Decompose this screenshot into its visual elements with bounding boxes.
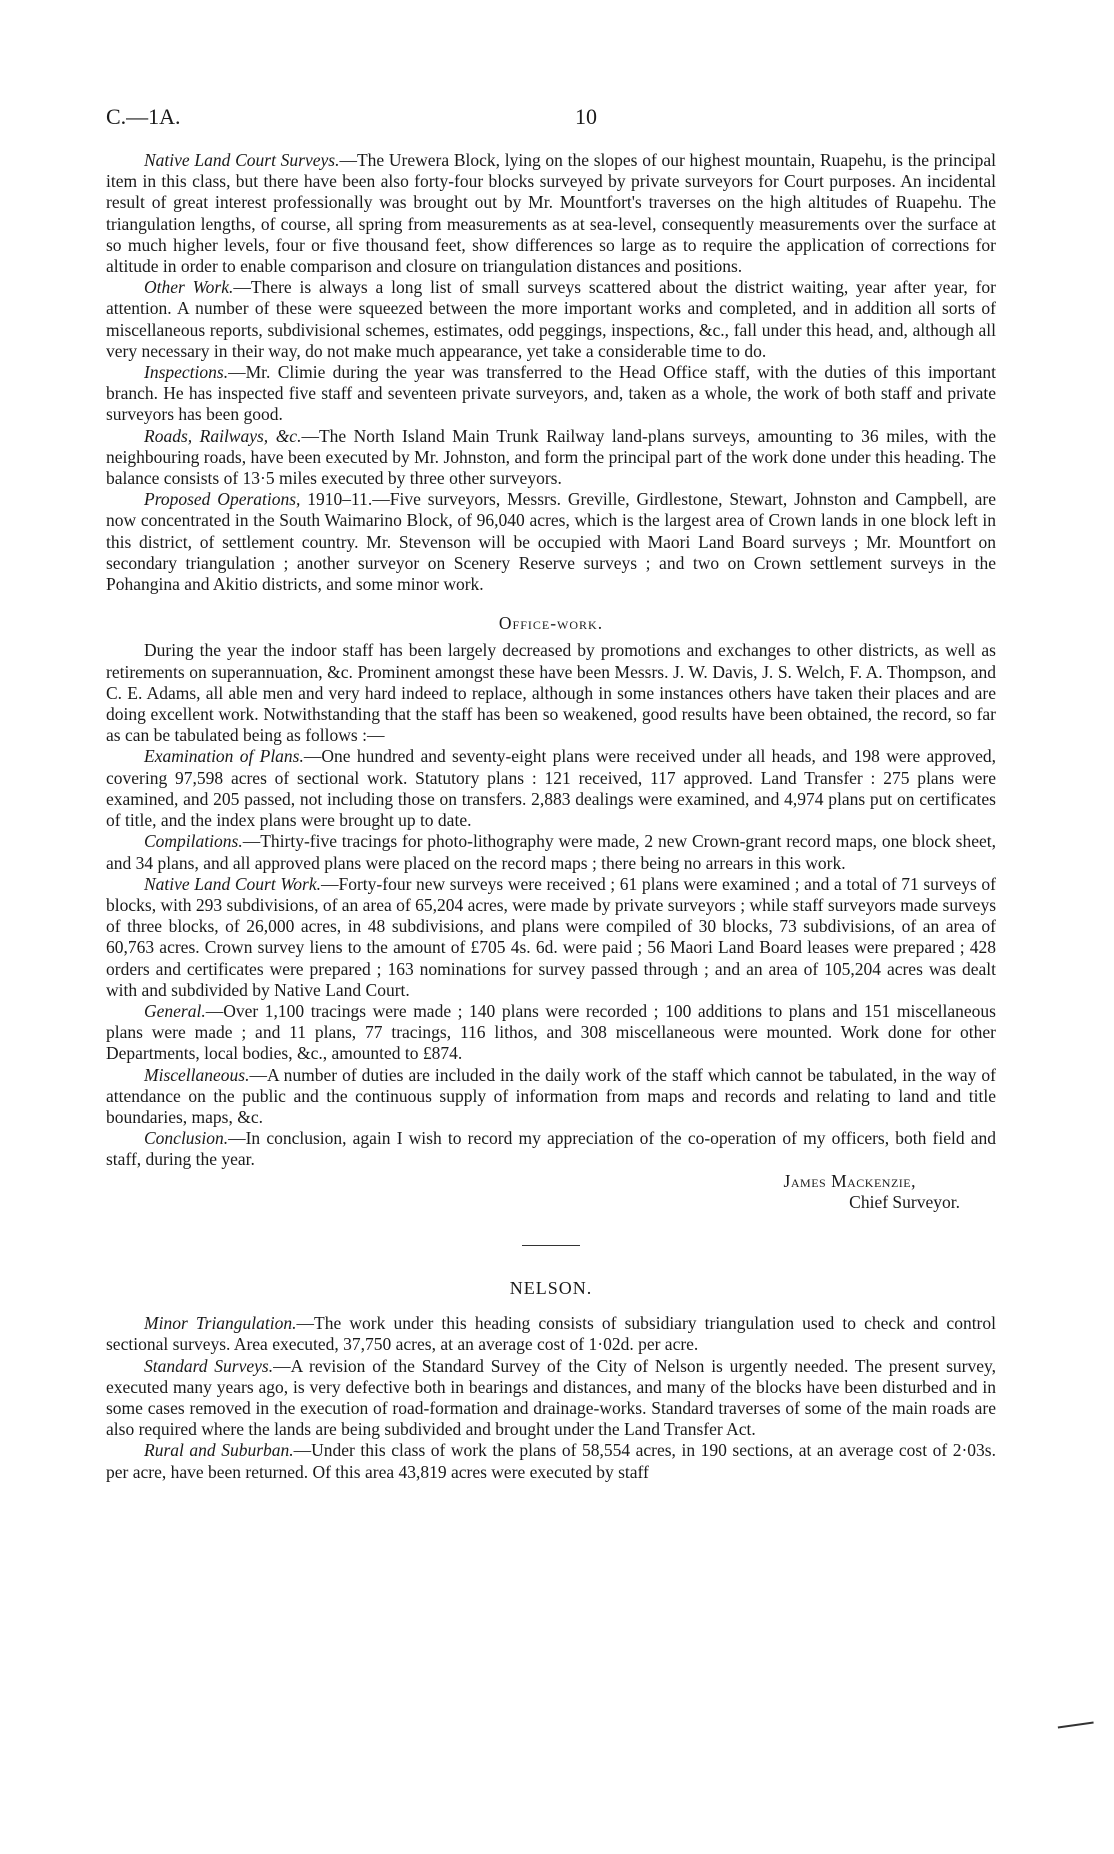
paragraph-heading: Inspections. — [144, 362, 229, 383]
paragraph-conclusion — [106, 1128, 996, 1170]
paragraph-text: —There is always a long list of small surveys scattered about the district waiting, year after year, for attention. A number of these were squeezed between the more important works and completed, and in addition all sorts of miscellaneous reports, subdivisional schemes, estimates, odd peggings, inspections, &c., fall under this head, and, although all very necessary in their way, do not make much appearance, yet take a considerable time to do. — [106, 277, 996, 361]
paragraph-text: —Thirty-five tracings for photo-lithography were made, 2 new Crown-grant record maps, one block sheet, and 34 plans, and all approved plans were placed on the record maps ; there being no arrears in this work. — [106, 831, 996, 873]
section-heading-office-work: Office-work. — [498, 613, 604, 634]
paragraph-text: —One hundred and seventy-eight plans were received under all heads, and 198 were approved, covering 97,598 acres of sectional work. Statutory plans : 121 received, 117 approved. Land Transfer : 275 plans were examined, and 205 passed, not including those on transfers. 2,883 dealings were examined, and 4,974 plans put on certificates of title, and the index plans were brought up to date. — [106, 746, 996, 831]
paragraph-text: —The North Island Main Trunk Railway land-plans surveys, amounting to 36 miles, with the neighbouring roads, have been executed by Mr. Johnston, and form the principal part of the work done under this heading. The balance consists of 13·5 miles executed by three other surveyors. — [106, 425, 996, 489]
paragraph — [106, 489, 996, 595]
paragraph — [106, 1313, 996, 1355]
paragraph — [106, 362, 996, 426]
paragraph — [106, 746, 996, 831]
paragraph — [106, 1440, 996, 1482]
paragraph — [106, 831, 996, 873]
paragraph-text: 1910–11.—Five surveyors, Messrs. Greville, Girdlestone, Stewart, Johnston and Campbell, are now concentrated in the South Waimarino Block, of 96,040 acres, which is the largest area of Crown lands in one block left in this district, of settlement country. Mr. Stevenson will be occupied with Maori Land Board surveys ; Mr. Mountfort on secondary triangulation ; another surveyor on Scenery Reserve surveys ; and two on Crown settlement surveys in the Pohangina and Akitio districts, and some minor work. — [106, 489, 996, 595]
paragraph-text: —Over 1,100 tracings were made ; 140 plans were recorded ; 100 additions to plans and 151 miscellaneous plans were made ; and 11 plans, 77 tracings, 116 lithos, and 308 miscellaneous were mounted. Work done for other Departments, local bodies, &c., amounted to £874. — [106, 1000, 996, 1064]
paragraph-heading: Examination of Plans. — [144, 746, 304, 767]
paragraph-text: —Under this class of work the plans of 58,554 acres, in 190 sections, at an average cost of 2·03s. per acre, have been returned. Of this area 43,819 acres were executed by staff — [106, 1440, 996, 1482]
signature-title: Chief Surveyor. — [849, 1191, 960, 1212]
paragraph — [106, 150, 996, 277]
paragraph-text: —The work under this heading consists of subsidiary triangulation used to check and control sectional surveys. Area executed, 37,750 acres, at an average cost of 1·02d. per acre. — [106, 1313, 997, 1355]
paragraph-heading: Standard Surveys. — [144, 1355, 274, 1376]
body-text — [106, 150, 996, 1483]
paragraph-text: During the year the indoor staff has been largely decreased by promotions and exchanges to other districts, as well as retirements on superannuation, &c. Prominent amongst these have been Messrs. J. W. Davis, J. S. Welch, F. A. Thompson, and C. E. Adams, all able men and very hard indeed to replace, although in some instances others have taken their places and are doing excellent work. Notwithstanding that the staff has been so weakened, good results have been obtained, the record, so far as can be tabulated being as follows :— — [106, 640, 996, 746]
paragraph-heading: Compilations. — [144, 831, 243, 852]
signature-name: James Mackenzie, — [783, 1170, 916, 1191]
margin-mark — [1058, 1722, 1094, 1733]
paragraph-text: —A number of duties are included in the daily work of the staff which cannot be tabulated, in the way of attendance on the public and the continuous supply of information from maps and records and relating to land and title boundaries, maps, &c. — [106, 1064, 996, 1127]
paragraph-text: —In conclusion, again I wish to record my appreciation of the co-operation of my officers, both field and staff, during the year. — [106, 1128, 996, 1170]
paragraph — [106, 277, 996, 362]
paragraph-heading: Native Land Court Work. — [144, 873, 321, 894]
paragraph-text: —A revision of the Standard Survey of the City of Nelson is urgently needed. The present survey, executed many years ago, is very defective both in bearings and distances, and many of the blocks have been disturbed and in some cases removed in the execution of road-formation and drainage-works. Standard traverses of some of the main roads are also required where the lands are being subdivided and brought under the Land Transfer Act. — [106, 1355, 996, 1440]
paragraph — [106, 1065, 996, 1129]
paragraph-heading: Roads, Railways, &c. — [144, 425, 302, 446]
paragraph-heading: Miscellaneous. — [144, 1064, 250, 1085]
paragraph-heading: Conclusion. — [144, 1128, 229, 1149]
paragraph-heading: Proposed Operations, — [144, 489, 301, 510]
document-code: C.—1A. — [106, 104, 181, 129]
paragraph-heading: Other Work. — [144, 277, 234, 298]
paragraph-heading: General. — [144, 1000, 206, 1021]
paragraph — [106, 1001, 996, 1065]
paragraph — [106, 1356, 996, 1441]
paragraph — [106, 640, 996, 746]
paragraph-heading: Native Land Court Surveys. — [144, 150, 340, 170]
paragraph-text: —Mr. Climie during the year was transferred to the Head Office staff, with the duties of this important branch. He has inspected five staff and seventeen private surveyors, and, taken as a whole, the work of both staff and private surveyors has been good. — [106, 362, 996, 425]
page-header — [106, 104, 996, 134]
paragraph-heading: Rural and Suburban. — [144, 1440, 294, 1461]
signature-block — [106, 1171, 996, 1192]
page-number: 10 — [575, 104, 597, 129]
paragraph — [106, 426, 996, 490]
section-heading-nelson: NELSON. — [509, 1277, 593, 1298]
paragraph — [106, 874, 996, 1001]
paragraph-heading: Minor Triangulation. — [144, 1313, 297, 1334]
paragraph-text: —Forty-four new surveys were received ; 61 plans were examined ; and a total of 71 surveys of blocks, with 293 subdivisions, of an area of 65,204 acres, were made by private surveyors ; while staff surveyors made surveys of three blocks, of 26,000 acres, in 48 subdivisions, and plans were compiled of 30 blocks, 73 subdivisions, of an area of 60,763 acres. Crown survey liens to the amount of £705 4s. 6d. were paid ; 56 Maori Land Board leases were prepared ; 428 orders and certificates were prepared ; 163 nominations for survey passed through ; and an area of 105,204 acres was dealt with and subdivided by Native Land Court. — [106, 873, 997, 1000]
section-divider — [522, 1245, 580, 1246]
paragraph-text: —The Urewera Block, lying on the slopes of our highest mountain, Ruapehu, is the principal item in this class, but there have been also forty-four blocks surveyed by private surveyors for Court purposes. An incidental result of great interest professionally was brought out by Mr. Mountfort's traverses on the high altitudes of Ruapehu. The triangulation lengths, of course, all spring from measurements as at sea-level, consequently measurements over the surface at so much higher levels, four or five thousand feet, show differences so large as to require the application of corrections for altitude in order to enable comparison and closure on triangulation distances and positions. — [106, 150, 996, 277]
